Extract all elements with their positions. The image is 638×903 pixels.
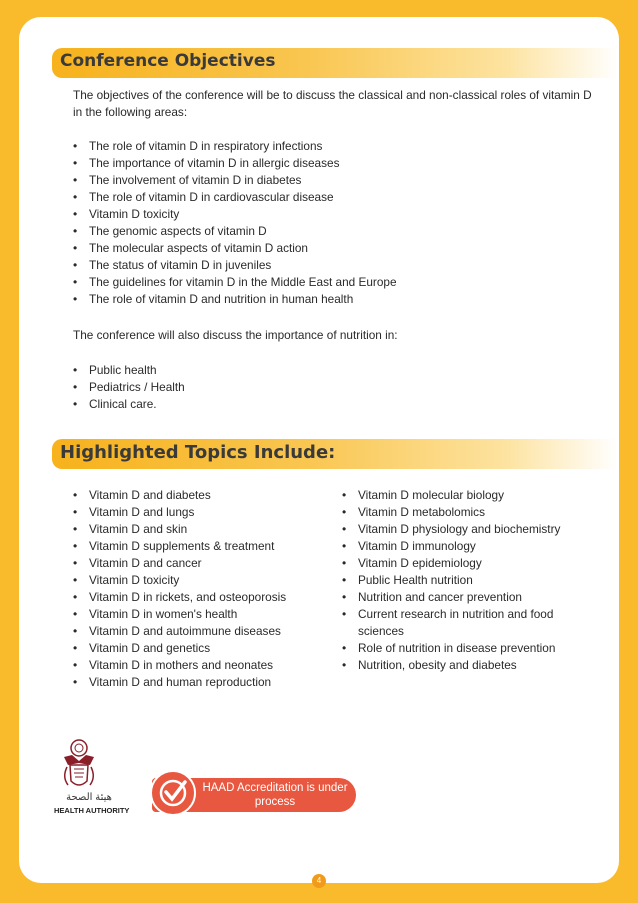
topic-item: • Vitamin D toxicity bbox=[73, 572, 286, 589]
objective-item: • The genomic aspects of vitamin D bbox=[73, 223, 397, 240]
topic-item: • Vitamin D in rickets, and osteoporosis bbox=[73, 589, 286, 606]
topic-item: • Vitamin D physiology and biochemistry bbox=[342, 521, 562, 538]
objective-item: • The involvement of vitamin D in diabetes bbox=[73, 172, 397, 189]
nutrition-item: • Clinical care. bbox=[73, 396, 185, 413]
topic-item: • Vitamin D and human reproduction bbox=[73, 674, 286, 691]
topic-item: • Vitamin D in women's health bbox=[73, 606, 286, 623]
topic-item: • Vitamin D and genetics bbox=[73, 640, 286, 657]
topics-right-list bbox=[342, 487, 562, 674]
topic-item: • Vitamin D and lungs bbox=[73, 504, 286, 521]
topic-item: • Current research in nutrition and food sciences bbox=[342, 606, 562, 640]
topic-item: • Vitamin D molecular biology bbox=[342, 487, 562, 504]
accreditation-text: HAAD Accreditation is under process bbox=[202, 782, 348, 808]
accreditation-icon-circle bbox=[150, 770, 196, 816]
objectives-list bbox=[73, 138, 397, 308]
topic-item: • Vitamin D immunology bbox=[342, 538, 562, 555]
nutrition-list bbox=[73, 362, 185, 413]
topic-item: • Vitamin D epidemiology bbox=[342, 555, 562, 572]
topic-item: • Vitamin D supplements & treatment bbox=[73, 538, 286, 555]
logo-english: HEALTH AUTHORITY bbox=[54, 806, 130, 815]
nutrition-item: • Public health bbox=[73, 362, 185, 379]
objective-item: • The molecular aspects of vitamin D action bbox=[73, 240, 397, 257]
objectives-title: Conference Objectives bbox=[60, 51, 276, 71]
objective-item: • The importance of vitamin D in allergic diseases bbox=[73, 155, 397, 172]
objective-item: • Vitamin D toxicity bbox=[73, 206, 397, 223]
topic-item: • Vitamin D in mothers and neonates bbox=[73, 657, 286, 674]
objective-item: • The guidelines for vitamin D in the Middle East and Europe bbox=[73, 274, 397, 291]
nutrition-intro: The conference will also discuss the importance of nutrition in: bbox=[73, 328, 398, 342]
objectives-intro: The objectives of the conference will be to discuss the classical and non-classical roles of vitamin D in the following areas: bbox=[73, 88, 592, 119]
topic-item: • Nutrition, obesity and diabetes bbox=[342, 657, 562, 674]
topic-item: • Vitamin D metabolomics bbox=[342, 504, 562, 521]
topic-item: • Vitamin D and skin bbox=[73, 521, 286, 538]
objective-item: • The role of vitamin D and nutrition in human health bbox=[73, 291, 397, 308]
page-number: 4 bbox=[312, 874, 326, 888]
nutrition-item: • Pediatrics / Health bbox=[73, 379, 185, 396]
objective-item: • The status of vitamin D in juveniles bbox=[73, 257, 397, 274]
health-authority-logo bbox=[54, 737, 140, 817]
objectives-banner bbox=[52, 48, 618, 78]
seal-icon bbox=[54, 737, 140, 817]
objective-item: • The role of vitamin D in respiratory infections bbox=[73, 138, 397, 155]
topic-item: • Role of nutrition in disease prevention bbox=[342, 640, 562, 657]
logo-arabic: هيئة الصحة bbox=[66, 792, 112, 803]
topics-banner bbox=[52, 439, 618, 469]
topic-item: • Vitamin D and cancer bbox=[73, 555, 286, 572]
check-icon bbox=[152, 772, 194, 814]
topic-item: • Public Health nutrition bbox=[342, 572, 562, 589]
topic-item: • Nutrition and cancer prevention bbox=[342, 589, 562, 606]
topic-item: • Vitamin D and diabetes bbox=[73, 487, 286, 504]
objective-item: • The role of vitamin D in cardiovascular disease bbox=[73, 189, 397, 206]
topics-left-list bbox=[73, 487, 286, 691]
topic-item: • Vitamin D and autoimmune diseases bbox=[73, 623, 286, 640]
topics-title: Highlighted Topics Include: bbox=[60, 442, 336, 463]
